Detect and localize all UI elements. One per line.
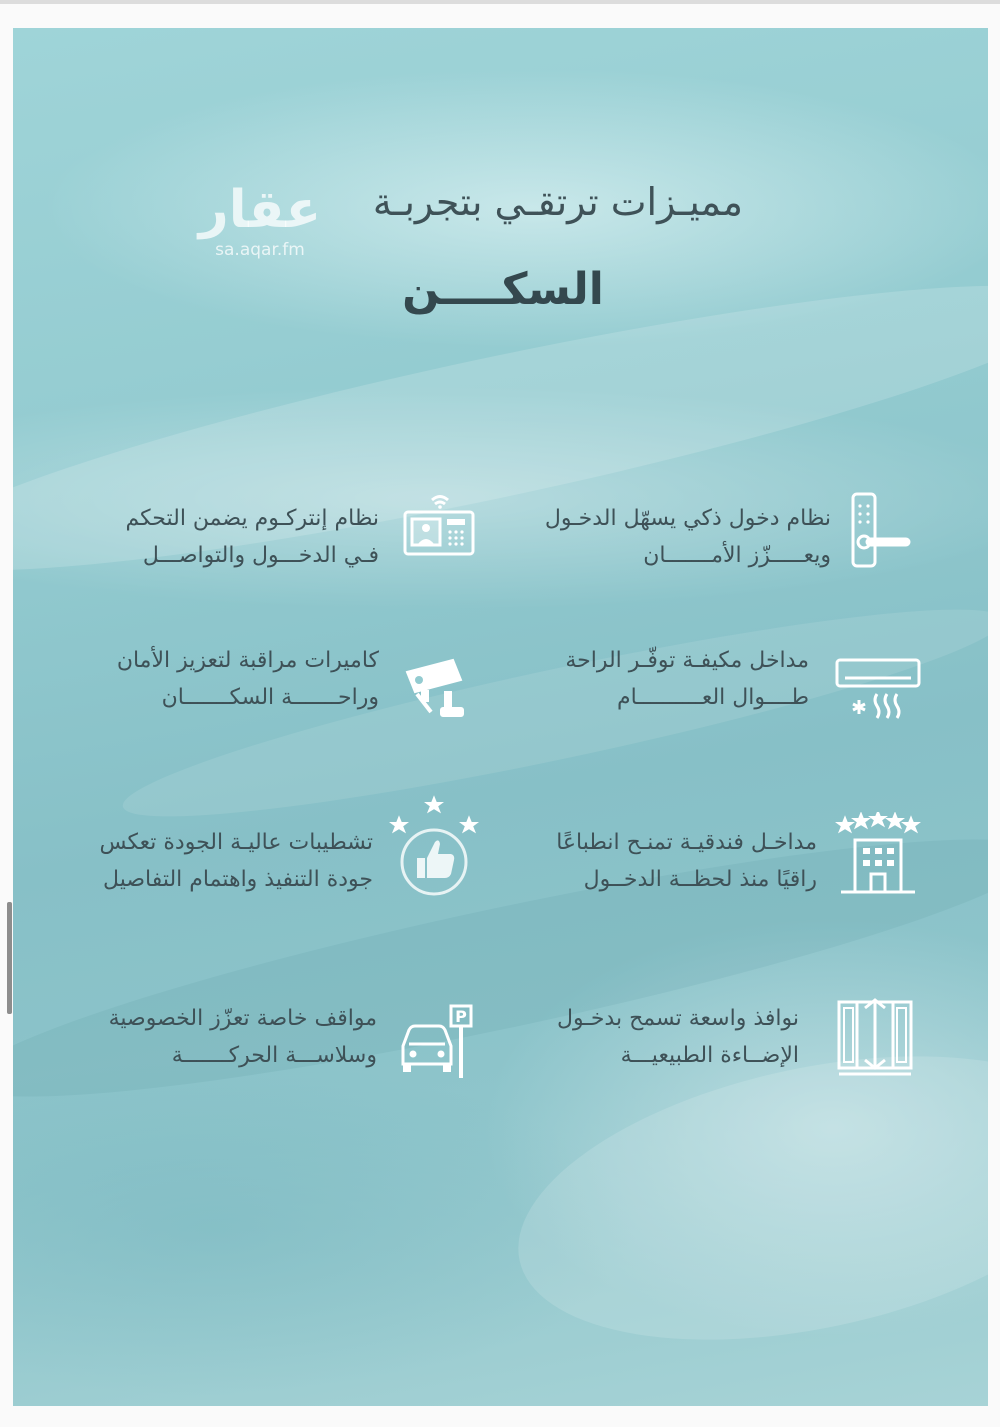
feature-line: مداخـل فندقيـة تمنـح انطباعًا bbox=[556, 830, 817, 855]
feature-line: الإضــاءة الطبيعيـــة bbox=[620, 1043, 799, 1068]
intercom-icon bbox=[401, 488, 479, 566]
security-camera-icon bbox=[401, 650, 479, 728]
feature-hotel-entrances bbox=[483, 824, 817, 898]
feature-line: طــــوال العــــــــــام bbox=[617, 685, 809, 710]
hotel-building-icon bbox=[835, 812, 921, 898]
feature-line: نظام إنتركـوم يضمن التحكم bbox=[125, 506, 379, 531]
feature-line: فـي الدخـــول والتواصـــل bbox=[142, 543, 379, 568]
feature-line: مداخل مكيفـة توفّـر الراحة bbox=[565, 648, 809, 673]
feature-line: نوافذ واسعة تسمح بدخـول bbox=[557, 1006, 799, 1031]
feature-surveillance-cameras bbox=[43, 642, 379, 716]
quality-thumbs-up-icon bbox=[385, 794, 483, 904]
features-poster bbox=[13, 28, 988, 1406]
feature-line: كاميرات مراقبة لتعزيز الأمان bbox=[116, 648, 379, 673]
feature-line: جودة التنفيذ واهتمام التفاصيل bbox=[103, 867, 373, 892]
feature-high-quality-finishes bbox=[43, 824, 373, 898]
scrollbar-thumb[interactable] bbox=[7, 902, 12, 1014]
feature-smart-entry bbox=[491, 500, 831, 574]
svg-text:P: P bbox=[455, 1007, 467, 1026]
watermark-url: sa.aqar.fm bbox=[215, 240, 305, 260]
feature-private-parking bbox=[43, 1000, 377, 1074]
feature-line: مواقف خاصة تعزّز الخصوصية bbox=[108, 1006, 377, 1031]
feature-line: تشطيبات عاليـة الجودة تعكس bbox=[99, 830, 373, 855]
feature-line: وراحـــــــة السكـــــــان bbox=[161, 685, 379, 710]
top-strip bbox=[0, 0, 1000, 4]
feature-line: راقيًا منذ لحظــة الدخــول bbox=[583, 867, 817, 892]
feature-wide-windows bbox=[483, 1000, 799, 1074]
page-title: مميـزات ترتقـي بتجربـة bbox=[372, 180, 743, 224]
feature-line: وسلاســـة الحركـــــــة bbox=[171, 1043, 377, 1068]
air-conditioner-icon bbox=[833, 650, 923, 728]
feature-intercom bbox=[43, 500, 379, 574]
private-parking-icon bbox=[395, 1002, 485, 1082]
smart-lock-icon bbox=[843, 490, 921, 568]
feature-air-conditioned-entrances bbox=[483, 642, 809, 716]
feature-line: ويعـــــزّز الأمـــــــان bbox=[643, 543, 831, 568]
large-windows-icon bbox=[835, 996, 915, 1076]
page-subtitle: السكــــن bbox=[402, 264, 604, 315]
feature-line: نظام دخول ذكي يسهّل الدخـول bbox=[544, 506, 831, 531]
watermark-logo: عقار bbox=[198, 180, 322, 240]
